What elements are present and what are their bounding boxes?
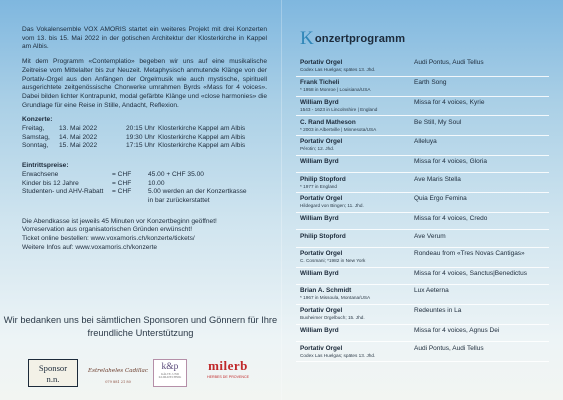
price-row (22, 171, 267, 180)
program-item-composer-block (300, 138, 410, 152)
program-title (296, 28, 549, 50)
concert-day: Freitag, (22, 125, 45, 133)
price-category: Studenten- und AHV-Rabatt (22, 188, 104, 196)
price-row (22, 188, 267, 197)
program-title-rest: onzertprogramm (314, 33, 406, 45)
program-item (296, 57, 549, 77)
work-title: Redeuntes in La (414, 307, 462, 315)
program-item (296, 97, 549, 117)
program-item-composer-block (300, 307, 410, 321)
ticket-order-link[interactable]: Ticket online bestellen: www.voxamoris.ch/konzerte/tickets/ (22, 235, 195, 243)
program-item-composer-block (300, 233, 410, 245)
estrelaheles-name: Estrelaheles Cadillac (87, 368, 148, 374)
composer-note: 1543 - 1623 in Lincolnshire | England (300, 106, 378, 112)
program-item-composer-block (300, 119, 410, 133)
work-title: Ave Verum (414, 232, 446, 240)
program-item (296, 156, 549, 174)
price-category: Erwachsene (22, 170, 59, 178)
concert-day: Sonntag, (22, 142, 49, 150)
sponsor-placeholder-label: Sponsor n.n. (38, 363, 68, 384)
concert-date: 14. Mai 2022 (59, 133, 98, 141)
estrelaheles-phone: 079 881 21 80 (105, 379, 131, 384)
program-item (296, 325, 549, 343)
composer-name: Portativ Orgel (300, 307, 343, 315)
program-item-composer-block (300, 195, 410, 209)
concert-place: Klosterkirche Kappel am Albis (158, 142, 246, 150)
milerb-name: milerb (208, 358, 248, 373)
concert-date: 15. Mai 2022 (59, 142, 98, 150)
program-title-initial: K (300, 28, 314, 49)
composer-note: * 1977 in England (300, 183, 338, 189)
program-item-composer-block (300, 287, 410, 301)
milerb-subtitle: HERBES DE PROVENCE (207, 375, 249, 379)
concert-time: 20:15 Uhr (126, 125, 155, 133)
work-title: Alleluya (414, 138, 437, 146)
estrelaheles-logo (86, 359, 150, 387)
kp-subtitle: KÄLTE- UND KLIMATECHNIK (158, 371, 182, 379)
program-item (296, 285, 549, 305)
program-item-composer-block (300, 158, 410, 170)
price-currency: = CHF (112, 170, 132, 178)
price-currency: = CHF (112, 188, 132, 196)
composer-name: Portativ Orgel (300, 195, 343, 203)
kp-name: k&p (161, 362, 179, 372)
program-item (296, 230, 549, 248)
concert-date: 13. Mai 2022 (59, 125, 98, 133)
concert-list (22, 125, 267, 151)
price-row (22, 180, 267, 189)
program-item (296, 136, 549, 156)
composer-note: Codex Las Huelgas; spätes 13. Jhd. (300, 67, 376, 73)
composer-name: Portativ Orgel (300, 250, 343, 258)
program-paragraph: Mit dem Programm «Contemplatio» begeben wir uns auf eine musikalische Zeitreise vom Mittelalter bis zur Neuzeit. Metaphysisch anmutende Klänge von der Portativ-Orgel aus den Anfängen der Orgelmusik wie auch mystische, spirituell ausgerichtete zeitgenössische Chorwerke umrahmen Byrds «Mass for 4 voices». Dabei bilden lichter Kontrapunkt, modal gefärbte Klänge und «close harmonies» die Grundlage für eine Reise in Stille, Andacht, Reflexion. (22, 58, 267, 109)
composer-note: Pérotin; 12. Jhd. (300, 146, 335, 152)
concerts-heading: Konzerte: (22, 116, 53, 124)
work-title: Missa for 4 voices, Gloria (414, 158, 487, 166)
program-item-composer-block (300, 250, 410, 264)
composer-name: Philip Stopford (300, 232, 346, 240)
composer-name: William Byrd (300, 158, 339, 166)
concert-time: 19:30 Uhr (126, 133, 155, 141)
price-category: Kinder bis 12 Jahre (22, 179, 79, 187)
prices-heading: Eintrittspreise: (22, 162, 69, 170)
sponsor-placeholder-box (28, 359, 78, 387)
composer-name: Philip Stopford (300, 175, 346, 183)
box-office-hours: Die Abendkasse ist jeweils 45 Minuten vor Konzertbeginn geöffnet! (22, 217, 217, 225)
price-amount: 5.00 werden an der Konzertkasse (148, 188, 247, 196)
sponsor-logos (28, 359, 268, 389)
work-title: Quia Ergo Femina (414, 195, 467, 203)
work-title: Ave Maris Stella (414, 175, 461, 183)
price-amount: 45.00 + CHF 35.00 (148, 170, 204, 178)
program-item (296, 173, 549, 193)
program-column (281, 0, 563, 400)
work-title: Audi Pontus, Audi Tellus (414, 344, 484, 352)
concert-row (22, 134, 267, 143)
work-title: Rondeau from «Tres Novas Cantigas» (414, 250, 525, 258)
concert-place: Klosterkirche Kappel am Albis (158, 133, 246, 141)
composer-name: Frank Ticheli (300, 78, 340, 86)
milerb-logo (193, 359, 263, 387)
composer-name: Portativ Orgel (300, 138, 343, 146)
composer-note: * 1967 in Missoula, Montana/USA (300, 295, 371, 301)
concert-time: 17:15 Uhr (126, 142, 155, 150)
program-item (296, 268, 549, 286)
composer-name: Portativ Orgel (300, 59, 343, 67)
composer-name: C. Rand Matheson (300, 118, 356, 126)
program-item (296, 213, 549, 231)
program-item (296, 248, 549, 268)
price-currency: = CHF (112, 179, 132, 187)
program-item-composer-block (300, 327, 410, 339)
more-info-link[interactable]: Weitere Infos auf: www.voxamoris.ch/konzerte (22, 243, 158, 251)
work-title: Be Still, My Soul (414, 118, 462, 126)
program-item-composer-block (300, 176, 410, 190)
thanks-message: Wir bedanken uns bei sämtlichen Sponsoren und Gönnern für Ihre freundliche Unterstützung (3, 315, 278, 338)
price-list (22, 171, 267, 206)
ticket-info (22, 218, 267, 253)
composer-name: William Byrd (300, 215, 339, 223)
concert-day: Samstag, (22, 133, 50, 141)
work-title: Missa for 4 voices, Agnus Dei (414, 327, 500, 334)
program-item (296, 116, 549, 136)
work-title: Missa for 4 voices, Kyrie (414, 98, 485, 106)
work-title: Lux Aeterna (414, 287, 449, 295)
program-item (296, 305, 549, 325)
program-item-composer-block (300, 59, 410, 73)
composer-name: Portativ Orgel (300, 344, 343, 352)
composer-name: William Byrd (300, 327, 339, 334)
program-item-composer-block (300, 270, 410, 282)
work-title: Earth Song (414, 78, 447, 86)
composer-name: William Byrd (300, 98, 339, 106)
program-item-composer-block (300, 99, 410, 113)
work-title: Missa for 4 voices, Credo (414, 215, 488, 223)
work-title: Missa for 4 voices, Sanctus|Benedictus (414, 269, 527, 277)
program-item-composer-block (300, 345, 410, 359)
composer-note: Hildegard von Bingen; 11. Jhd. (300, 203, 364, 209)
work-title: Audi Pontus, Audi Tellus (414, 59, 484, 67)
concert-place: Klosterkirche Kappel am Albis (158, 125, 246, 133)
composer-note: C. Cosmani; *1982 in New York (300, 258, 366, 264)
info-column (0, 0, 281, 400)
program-item (296, 193, 549, 213)
program-item (296, 342, 549, 362)
concert-row (22, 125, 267, 134)
composer-note: Codex Las Huelgas; spätes 13. Jhd. (300, 352, 376, 358)
composer-note: * 1958 in Monroe | Louisiana/USA (300, 86, 371, 92)
program-item-composer-block (300, 79, 410, 93)
program-item (296, 77, 549, 97)
program-item-composer-block (300, 215, 410, 227)
price-note: in bar zurückerstattet (148, 196, 210, 204)
price-amount: 10.00 (148, 179, 165, 187)
reservation-note: Vorreservation aus organisatorischen Gründen erwünscht! (22, 226, 193, 234)
kp-logo (153, 359, 187, 387)
composer-name: William Byrd (300, 269, 339, 277)
program-list (296, 57, 549, 362)
composer-name: Brian A. Schmidt (300, 287, 352, 295)
concert-row (22, 142, 267, 151)
composer-note: Buxheimer Orgelbuch; 15. Jhd. (300, 315, 365, 321)
composer-note: * 2003 in Albertville | Minnesota/USA (300, 126, 377, 132)
intro-paragraph: Das Vokalensemble VOX AMORIS startet ein weiteres Projekt mit drei Konzerten vom 13. bis 15. Mai 2022 in der gotischen Architektur der Klosterkirche in Kappel am Albis. (22, 26, 267, 51)
